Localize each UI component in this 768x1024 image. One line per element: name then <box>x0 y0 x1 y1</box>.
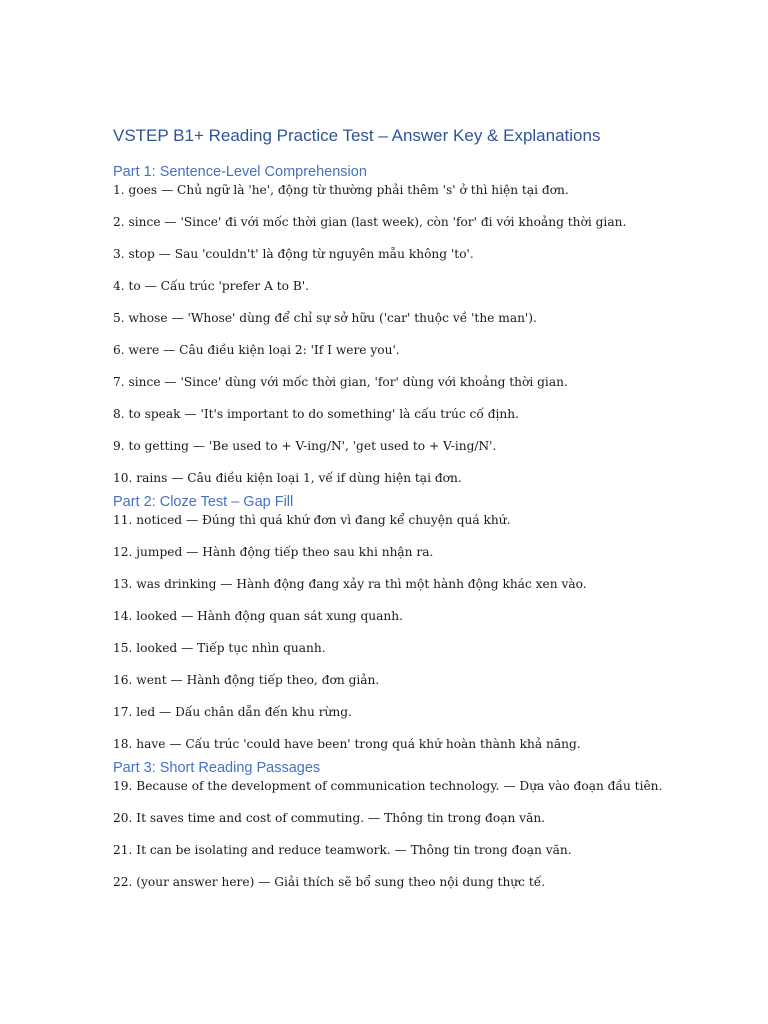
answer-item-5: 5. whose — 'Whose' dùng để chỉ sự sở hữu ('car' thuộc về 'the man'). <box>113 311 537 325</box>
answer-item-9: 9. to getting — 'Be used to + V-ing/N', 'get used to + V-ing/N'. <box>113 439 497 453</box>
answer-item-4: 4. to — Cấu trúc 'prefer A to B'. <box>113 279 310 293</box>
answer-item-10: 10. rains — Câu điều kiện loại 1, vế if dùng hiện tại đơn. <box>113 471 462 485</box>
answer-item-2: 2. since — 'Since' đi với mốc thời gian (last week), còn 'for' đi với khoảng thời gian. <box>113 215 627 229</box>
document-title: VSTEP B1+ Reading Practice Test – Answer Key & Explanations <box>113 126 601 145</box>
answer-item-12: 12. jumped — Hành động tiếp theo sau khi nhận ra. <box>113 545 434 559</box>
section-part-3 <box>113 758 733 896</box>
section-heading: Part 3: Short Reading Passages <box>113 760 321 776</box>
section-heading: Part 2: Cloze Test – Gap Fill <box>113 494 294 510</box>
answer-item-11: 11. noticed — Đúng thì quá khứ đơn vì đang kể chuyện quá khứ. <box>113 513 511 527</box>
answer-item-16: 16. went — Hành động tiếp theo, đơn giản. <box>113 673 380 687</box>
answer-item-18: 18. have — Cấu trúc 'could have been' trong quá khứ hoàn thành khả năng. <box>113 737 581 751</box>
answer-item-7: 7. since — 'Since' dùng với mốc thời gian, 'for' dùng với khoảng thời gian. <box>113 375 568 389</box>
answer-item-19: 19. Because of the development of communication technology. — Dựa vào đoạn đầu tiên. <box>113 779 663 793</box>
answer-list <box>113 512 733 758</box>
document-page <box>113 124 733 896</box>
answer-item-1: 1. goes — Chủ ngữ là 'he', động từ thường phải thêm 's' ở thì hiện tại đơn. <box>113 183 569 197</box>
answer-item-3: 3. stop — Sau 'couldn't' là động từ nguyên mẫu không 'to'. <box>113 247 474 261</box>
answer-item-21: 21. It can be isolating and reduce teamwork. — Thông tin trong đoạn văn. <box>113 843 572 857</box>
answer-item-13: 13. was drinking — Hành động đang xảy ra thì một hành động khác xen vào. <box>113 577 587 591</box>
section-part-1 <box>113 162 733 492</box>
answer-list <box>113 778 733 896</box>
answer-list <box>113 182 733 492</box>
answer-item-17: 17. led — Dấu chân dẫn đến khu rừng. <box>113 705 352 719</box>
answer-item-6: 6. were — Câu điều kiện loại 2: 'If I were you'. <box>113 343 400 357</box>
answer-item-22: 22. (your answer here) — Giải thích sẽ bổ sung theo nội dung thực tế. <box>113 875 546 889</box>
answer-item-14: 14. looked — Hành động quan sát xung quanh. <box>113 609 403 623</box>
answer-item-15: 15. looked — Tiếp tục nhìn quanh. <box>113 641 326 655</box>
answer-item-20: 20. It saves time and cost of commuting. — Thông tin trong đoạn văn. <box>113 811 546 825</box>
section-part-2 <box>113 492 733 758</box>
answer-item-8: 8. to speak — 'It's important to do something' là cấu trúc cố định. <box>113 407 519 421</box>
section-heading: Part 1: Sentence-Level Comprehension <box>113 164 367 180</box>
